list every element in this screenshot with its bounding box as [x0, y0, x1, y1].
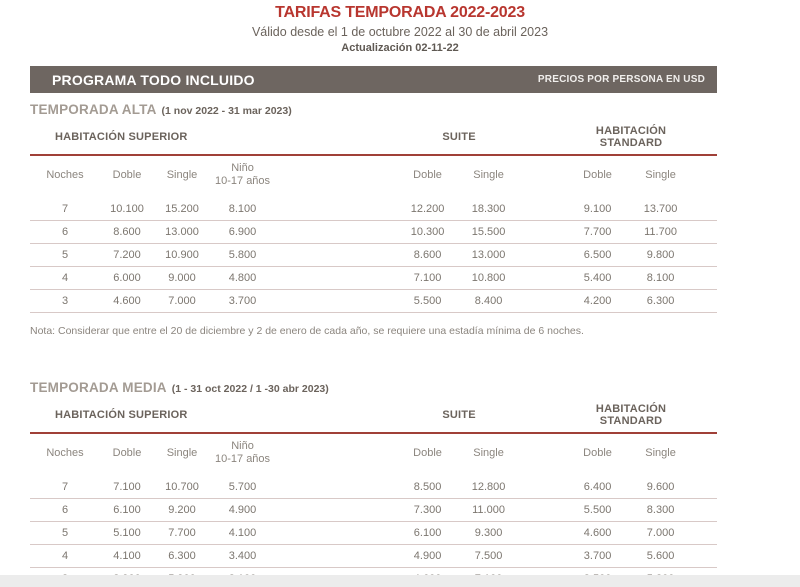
spacer-cell — [520, 267, 568, 290]
price-cell: 6.400 — [568, 476, 627, 499]
col-nino — [210, 433, 275, 476]
price-cell: 3.700 — [568, 545, 627, 568]
price-cell: 7.000 — [154, 290, 210, 313]
document-header — [0, 0, 800, 55]
spacer-cell — [520, 433, 568, 476]
spacer-cell — [694, 433, 717, 476]
price-cell: 5.500 — [568, 499, 627, 522]
price-cell: 13.000 — [457, 244, 520, 267]
spacer-cell — [520, 499, 568, 522]
price-cell: 10.300 — [398, 221, 457, 244]
spacer-cell — [694, 522, 717, 545]
spacer-cell — [694, 290, 717, 313]
group-suite: SUITE — [398, 399, 520, 433]
price-cell: 18.300 — [457, 198, 520, 221]
column-header-row — [30, 155, 717, 198]
price-cell: 12.200 — [398, 198, 457, 221]
noches-cell: 5 — [30, 522, 100, 545]
price-cell: 8.400 — [457, 290, 520, 313]
price-cell: 7.200 — [100, 244, 154, 267]
price-cell: 8.300 — [627, 499, 694, 522]
table-row — [30, 198, 717, 221]
col-doble-superior: Doble — [112, 446, 142, 459]
price-cell: 10.100 — [100, 198, 154, 221]
price-cell: 5.700 — [210, 476, 275, 499]
tariff-table-body — [30, 198, 717, 313]
spacer-cell — [520, 221, 568, 244]
content-area — [30, 66, 717, 587]
validity-subtitle: Válido desde el 1 de octubre 2022 al 30 de abril 2023 — [251, 25, 549, 39]
group-suite: SUITE — [398, 121, 520, 155]
price-cell: 7.700 — [154, 522, 210, 545]
column-header-row — [30, 433, 717, 476]
spacer-cell — [275, 290, 398, 313]
price-cell: 6.900 — [210, 221, 275, 244]
spacer-cell — [520, 522, 568, 545]
spacer-cell — [694, 198, 717, 221]
tariff-table-body — [30, 476, 717, 587]
col-noches: Noches — [46, 446, 84, 459]
spacer-cell — [694, 121, 717, 155]
price-cell: 4.600 — [100, 290, 154, 313]
col-doble-suite: Doble — [413, 446, 442, 459]
price-cell: 6.500 — [568, 244, 627, 267]
spacer-cell — [694, 476, 717, 499]
price-cell: 10.800 — [457, 267, 520, 290]
price-cell: 5.400 — [568, 267, 627, 290]
spacer-cell — [694, 244, 717, 267]
program-title: PROGRAMA TODO INCLUIDO — [52, 71, 255, 88]
price-cell: 9.800 — [627, 244, 694, 267]
spacer-cell — [694, 499, 717, 522]
season-heading — [30, 380, 717, 397]
price-cell: 5.500 — [398, 290, 457, 313]
price-cell: 13.700 — [627, 198, 694, 221]
spacer-cell — [275, 221, 398, 244]
col-doble-standard: Doble — [583, 168, 612, 181]
section-temporada-alta — [30, 102, 717, 313]
spacer-cell — [275, 522, 398, 545]
table-row — [30, 476, 717, 499]
price-cell: 9.600 — [627, 476, 694, 499]
noches-cell: 3 — [30, 290, 100, 313]
price-cell: 12.800 — [457, 476, 520, 499]
price-cell: 7.100 — [398, 267, 457, 290]
price-cell: 8.600 — [398, 244, 457, 267]
price-unit-label: PRECIOS POR PERSONA EN USD — [537, 74, 705, 85]
col-doble-standard: Doble — [583, 446, 612, 459]
price-cell: 3.700 — [210, 290, 275, 313]
spacer-cell — [275, 244, 398, 267]
table-row — [30, 290, 717, 313]
table-row — [30, 244, 717, 267]
spacer-cell — [694, 221, 717, 244]
price-cell: 4.100 — [100, 545, 154, 568]
program-band — [30, 66, 717, 93]
noches-cell: 4 — [30, 545, 100, 568]
price-cell: 4.900 — [398, 545, 457, 568]
price-cell: 7.300 — [398, 499, 457, 522]
group-habitacion-standard: HABITACIÓN STANDARD — [568, 121, 694, 155]
price-cell: 7.000 — [627, 522, 694, 545]
room-group-header-row — [30, 121, 717, 155]
col-single-superior: Single — [166, 168, 198, 181]
group-habitacion-superior: HABITACIÓN SUPERIOR — [30, 399, 275, 433]
spacer-cell — [520, 121, 568, 155]
update-date: Actualización 02-11-22 — [341, 42, 459, 54]
price-cell: 15.200 — [154, 198, 210, 221]
noches-cell: 6 — [30, 499, 100, 522]
col-single-standard: Single — [645, 168, 676, 181]
col-doble-suite: Doble — [413, 168, 442, 181]
price-cell: 13.000 — [154, 221, 210, 244]
col-nino-line2: 10-17 años — [215, 175, 271, 187]
table-row — [30, 522, 717, 545]
price-cell: 9.300 — [457, 522, 520, 545]
spacer-cell — [275, 499, 398, 522]
price-cell: 4.900 — [210, 499, 275, 522]
season-dates: (1 - 31 oct 2022 / 1 -30 abr 2023) — [171, 383, 329, 395]
noches-cell: 7 — [30, 476, 100, 499]
price-cell: 6.000 — [100, 267, 154, 290]
price-cell: 8.100 — [627, 267, 694, 290]
page-title: TARIFAS TEMPORADA 2022-2023 — [275, 4, 525, 21]
table-row — [30, 221, 717, 244]
spacer-cell — [694, 399, 717, 433]
col-nino-line1: Niño — [231, 162, 254, 174]
col-single-standard: Single — [645, 446, 676, 459]
spacer-cell — [275, 198, 398, 221]
col-noches: Noches — [46, 168, 84, 181]
season-heading — [30, 102, 717, 119]
price-cell: 9.000 — [154, 267, 210, 290]
spacer-cell — [520, 198, 568, 221]
price-cell: 6.300 — [627, 290, 694, 313]
page-edge-strip — [0, 575, 800, 587]
spacer-cell — [520, 399, 568, 433]
col-nino-line1: Niño — [231, 440, 254, 452]
price-cell: 9.100 — [568, 198, 627, 221]
price-cell: 6.100 — [398, 522, 457, 545]
tariff-table-alta — [30, 121, 717, 313]
group-habitacion-superior: HABITACIÓN SUPERIOR — [30, 121, 275, 155]
price-cell: 4.800 — [210, 267, 275, 290]
spacer-cell — [520, 476, 568, 499]
price-cell: 9.200 — [154, 499, 210, 522]
spacer-cell — [520, 545, 568, 568]
section-temporada-media — [30, 380, 717, 587]
col-nino — [210, 155, 275, 198]
price-cell: 4.600 — [568, 522, 627, 545]
col-doble-superior: Doble — [112, 168, 142, 181]
spacer-cell — [275, 545, 398, 568]
spacer-cell — [275, 267, 398, 290]
spacer-cell — [520, 290, 568, 313]
noches-cell: 7 — [30, 198, 100, 221]
price-cell: 15.500 — [457, 221, 520, 244]
price-cell: 6.300 — [154, 545, 210, 568]
price-cell: 10.700 — [154, 476, 210, 499]
minimum-stay-note: Nota: Considerar que entre el 20 de diciembre y 2 de enero de cada año, se requiere una estadía mínima de 6 noches. — [30, 325, 584, 337]
price-cell: 11.000 — [457, 499, 520, 522]
spacer-cell — [520, 244, 568, 267]
col-nino-line2: 10-17 años — [215, 453, 271, 465]
season-dates: (1 nov 2022 - 31 mar 2023) — [161, 105, 292, 117]
spacer-cell — [520, 155, 568, 198]
spacer-cell — [275, 155, 398, 198]
spacer-cell — [275, 476, 398, 499]
tariff-table-media — [30, 399, 717, 587]
price-cell: 5.100 — [100, 522, 154, 545]
price-cell: 5.800 — [210, 244, 275, 267]
room-group-header-row — [30, 399, 717, 433]
col-single-suite: Single — [473, 168, 504, 181]
price-cell: 5.600 — [627, 545, 694, 568]
price-cell: 8.100 — [210, 198, 275, 221]
spacer-cell — [275, 433, 398, 476]
price-cell: 3.400 — [210, 545, 275, 568]
spacer-cell — [275, 399, 398, 433]
table-row — [30, 499, 717, 522]
price-cell: 11.700 — [627, 221, 694, 244]
price-cell: 4.100 — [210, 522, 275, 545]
price-cell: 8.600 — [100, 221, 154, 244]
col-single-suite: Single — [473, 446, 504, 459]
noches-cell: 6 — [30, 221, 100, 244]
price-cell: 4.200 — [568, 290, 627, 313]
price-cell: 10.900 — [154, 244, 210, 267]
group-habitacion-standard: HABITACIÓN STANDARD — [568, 399, 694, 433]
spacer-cell — [694, 155, 717, 198]
table-row — [30, 267, 717, 290]
noches-cell: 5 — [30, 244, 100, 267]
spacer-cell — [275, 121, 398, 155]
season-title: TEMPORADA ALTA — [30, 102, 157, 117]
table-row — [30, 545, 717, 568]
price-cell: 7.700 — [568, 221, 627, 244]
season-title: TEMPORADA MEDIA — [30, 380, 167, 395]
spacer-cell — [694, 267, 717, 290]
col-single-superior: Single — [166, 446, 198, 459]
spacer-cell — [694, 545, 717, 568]
price-cell: 7.500 — [457, 545, 520, 568]
price-cell: 7.100 — [100, 476, 154, 499]
price-cell: 6.100 — [100, 499, 154, 522]
noches-cell: 4 — [30, 267, 100, 290]
price-cell: 8.500 — [398, 476, 457, 499]
